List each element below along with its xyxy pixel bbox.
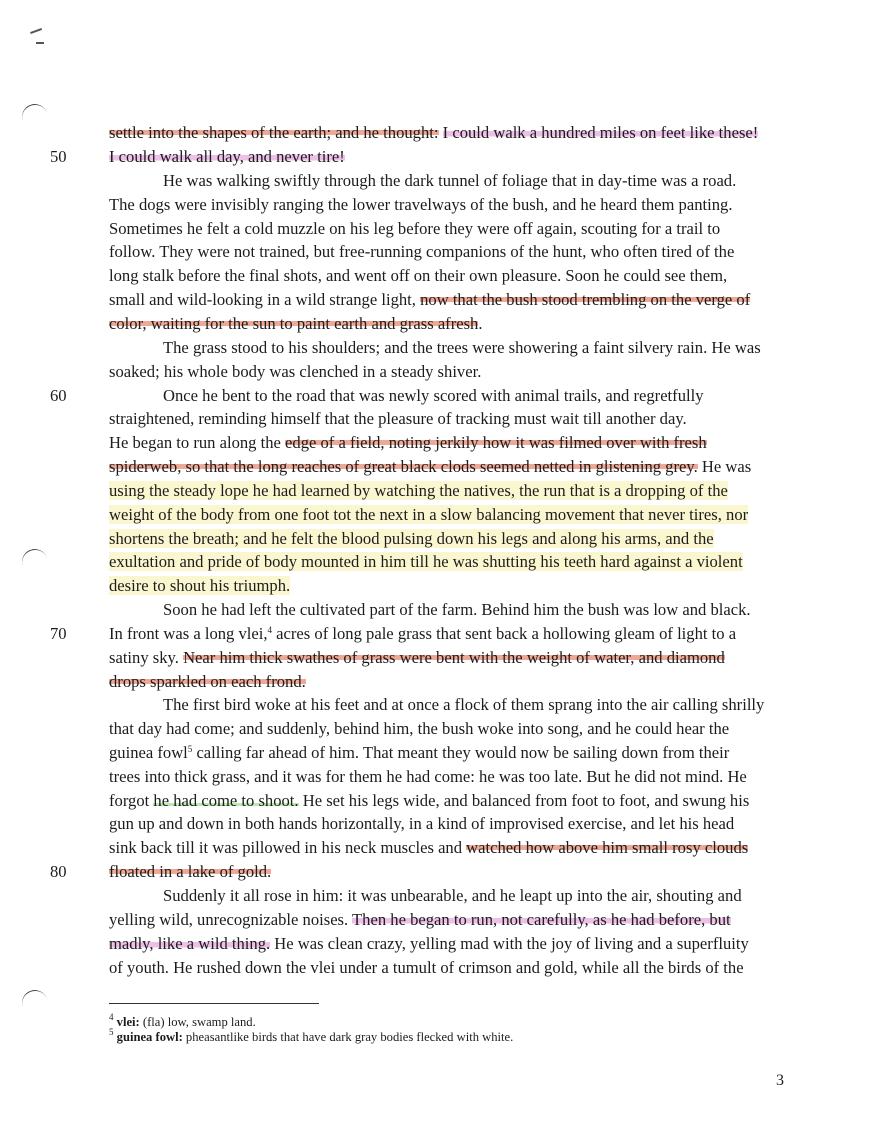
text-line — [109, 193, 799, 217]
text-span: The first bird woke at his feet and at once a flock of them sprang into the air calling shrilly — [163, 695, 765, 714]
text-line — [109, 455, 799, 479]
text-span: The dogs were invisibly ranging the lower travelways of the bush, and he heard them panting. — [109, 195, 733, 214]
text-span: He set his legs wide, and balanced from foot to foot, and swung his — [298, 791, 750, 810]
text-line — [109, 431, 799, 455]
highlighted-text: floated in a lake of gold. — [109, 862, 272, 881]
text-line — [109, 622, 799, 646]
text-line — [109, 217, 799, 241]
text-span: straightened, reminding himself that the pleasure of tracking must wait till another day. — [109, 409, 687, 428]
text-line — [109, 765, 799, 789]
text-line — [109, 264, 799, 288]
text-span: He was clean crazy, yelling mad with the joy of living and a superfluity — [270, 934, 749, 953]
text-line — [109, 956, 799, 980]
text-line — [109, 670, 799, 694]
text-line — [109, 360, 799, 384]
text-span: trees into thick grass, and it was for them he had come: he was too late. But he did not mind. He — [109, 767, 747, 786]
line-number: 60 — [50, 386, 67, 405]
text-line — [109, 741, 799, 765]
text-line — [109, 121, 799, 145]
margin-mark — [30, 28, 42, 34]
highlighted-text: I could walk a hundred miles on feet like these! — [442, 123, 759, 142]
highlighted-text: Near him thick swathes of grass were bent with the weight of water, and diamond — [183, 648, 725, 667]
highlighted-text: I could walk all day, and never tire! — [109, 147, 345, 166]
text-line — [109, 932, 799, 956]
text-span: Sometimes he felt a cold muzzle on his leg before they were off again, scouting for a trail to — [109, 219, 721, 238]
text-line — [109, 717, 799, 741]
text-span: Soon he had left the cultivated part of the farm. Behind him the bush was low and black. — [163, 600, 751, 619]
highlighted-text: color, waiting for the sun to paint earth and grass afresh — [109, 314, 479, 333]
text-span: Suddenly it all rose in him: it was unbearable, and he leapt up into the air, shouting and — [163, 886, 742, 905]
text-span: satiny sky. — [109, 648, 184, 667]
text-line — [109, 527, 799, 551]
text-line — [109, 836, 799, 860]
highlighted-text: watched how above him small rosy clouds — [466, 838, 749, 857]
line-number: 70 — [50, 624, 67, 643]
text-line — [109, 646, 799, 670]
text-line — [109, 550, 799, 574]
highlighted-text: edge of a field, noting jerkily how it was filmed over with fresh — [285, 433, 707, 452]
line-number: 80 — [50, 862, 67, 881]
text-span: 5 — [187, 744, 193, 754]
text-line — [109, 288, 799, 312]
text-span: forgot — [109, 791, 154, 810]
text-line — [109, 789, 799, 813]
highlighted-text: Then he began to run, not carefully, as he had before, but — [352, 910, 731, 929]
punch-hole-mark — [18, 987, 51, 1021]
text-line — [109, 312, 799, 336]
text-line — [109, 145, 799, 169]
highlighted-text: he had come to shoot. — [153, 791, 299, 810]
text-line — [163, 884, 853, 908]
highlighted-text: spiderweb, so that the long reaches of great black clods seemed netted in glistening grey. — [109, 457, 698, 476]
highlighted-text: now that the bush stood trembling on the verge of — [420, 290, 751, 309]
text-span: desire to shout his triumph. — [109, 576, 291, 595]
text-span: calling far ahead of him. That meant they would now be sailing down from their — [192, 743, 730, 762]
text-span: follow. They were not trained, but free-running companions of the hunt, who often tired of the — [109, 242, 735, 261]
text-span: soaked; his whole body was clenched in a steady shiver. — [109, 362, 482, 381]
text-span: long stalk before the final shots, and went off on their own pleasure. Soon he could see them, — [109, 266, 728, 285]
text-span: The grass stood to his shoulders; and the trees were showering a faint silvery rain. He was — [163, 338, 761, 357]
text-line — [163, 384, 853, 408]
text-line — [109, 503, 799, 527]
text-line — [109, 407, 799, 431]
text-line — [109, 574, 799, 598]
text-span: He was walking swiftly through the dark tunnel of foliage that in day-time was a road. — [163, 171, 737, 190]
text-span: of youth. He rushed down the vlei under a tumult of crimson and gold, while all the birds of the — [109, 958, 744, 977]
text-line — [163, 336, 853, 360]
text-span: acres of long pale grass that sent back a hollowing gleam of light to a — [272, 624, 737, 643]
text-line — [163, 169, 853, 193]
text-span: sink back till it was pillowed in his neck muscles and — [109, 838, 467, 857]
text-span: 4 — [267, 625, 273, 635]
text-span: that day had come; and suddenly, behind him, the bush woke into song, and he could hear the — [109, 719, 730, 738]
text-line — [109, 812, 799, 836]
text-line — [109, 479, 799, 503]
punch-hole-mark — [18, 101, 51, 135]
text-line — [109, 908, 799, 932]
footnote-divider — [109, 1003, 319, 1004]
footnote: $^4$ vlei: (fla) low, swamp land. — [109, 1012, 256, 1029]
text-span: Once he bent to the road that was newly scored with animal trails, and regretfully — [163, 386, 704, 405]
highlighted-text: settle into the shapes of the earth; and he thought: — [109, 123, 439, 142]
text-line — [163, 693, 853, 717]
text-span: . — [478, 314, 483, 333]
footnote: $^5$ guinea fowl: pheasantlike birds that have dark gray bodies flecked with white. — [109, 1027, 514, 1044]
text-span: gun up and down in both hands horizontally, in a kind of improvised exercise, and let his head — [109, 814, 735, 833]
text-span: weight of the body from one foot tot the next in a slow balancing movement that never tires, nor — [109, 505, 749, 524]
text-span: He was — [697, 457, 752, 476]
text-line — [109, 860, 799, 884]
line-number: 50 — [50, 147, 67, 166]
margin-mark — [36, 42, 44, 44]
text-span: yelling wild, unrecognizable noises. — [109, 910, 353, 929]
text-span: guinea fowl — [109, 743, 188, 762]
text-span: exultation and pride of body mounted in him till he was shutting his teeth hard against a violent — [109, 552, 743, 571]
text-span: He began to run along the — [109, 433, 286, 452]
highlighted-text: drops sparkled on each frond. — [109, 672, 306, 691]
text-span: using the steady lope he had learned by watching the natives, the run that is a dropping of the — [109, 481, 728, 500]
text-span: In front was a long vlei, — [109, 624, 268, 643]
text-line — [109, 240, 799, 264]
page-number: 3 — [776, 1072, 784, 1089]
text-line — [163, 598, 853, 622]
punch-hole-mark — [18, 546, 51, 580]
text-span: small and wild-looking in a wild strange light, — [109, 290, 421, 309]
text-span: shortens the breath; and he felt the blood pulsing down his legs and along his arms, and the — [109, 529, 714, 548]
highlighted-text: madly, like a wild thing. — [109, 934, 271, 953]
